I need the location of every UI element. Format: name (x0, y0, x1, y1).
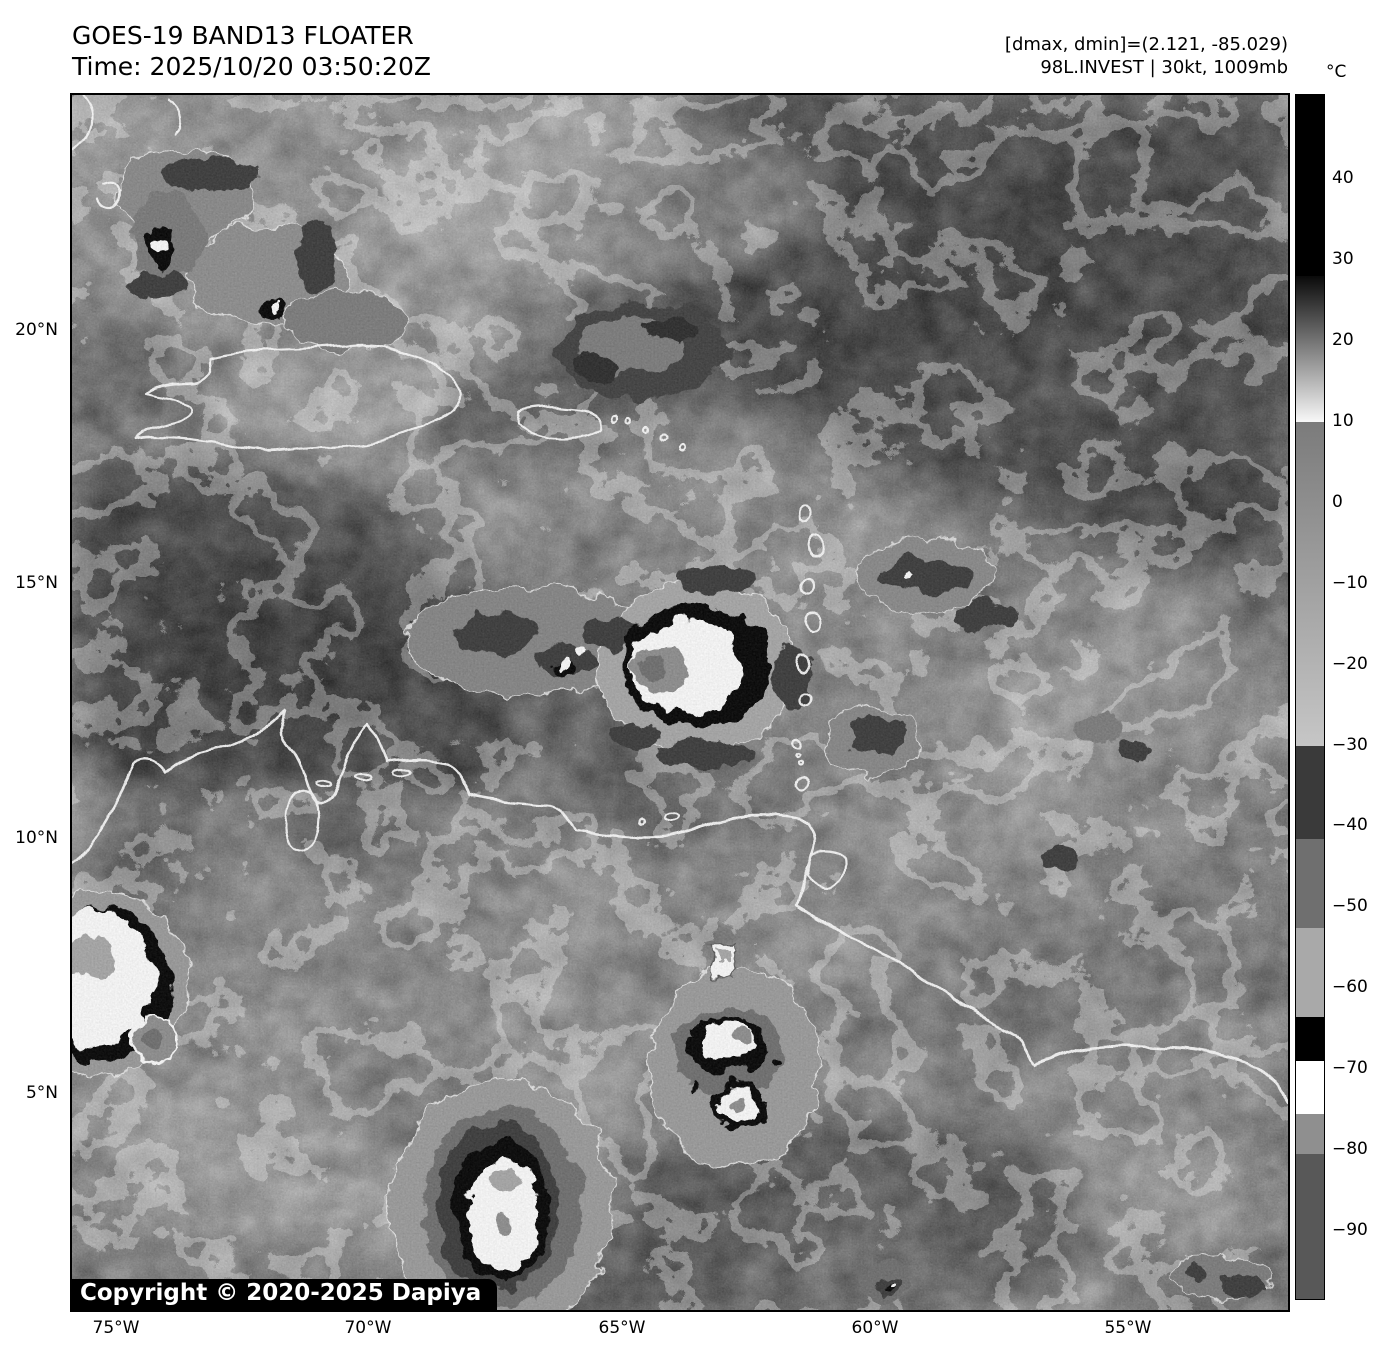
title-block (72, 20, 431, 82)
latitude-axis (0, 95, 64, 1310)
colorbar-tick-label: −50 (1332, 896, 1368, 917)
lat-tick-label: 10°N (15, 827, 58, 848)
colorbar-tick-label: 40 (1332, 168, 1354, 189)
lat-tick-label: 5°N (25, 1083, 58, 1103)
range-info: [dmax, dmin]=(2.121, -85.029) (1004, 34, 1288, 55)
colorbar-tick-label: −40 (1332, 815, 1368, 836)
product-time: Time: 2025/10/20 03:50:20Z (72, 52, 431, 81)
colorbar-tick-label: −80 (1332, 1139, 1368, 1160)
lon-tick-label: 75°W (92, 1318, 140, 1338)
colorbar-tick-label: −90 (1332, 1220, 1368, 1241)
colorbar-tick-label: −10 (1332, 572, 1368, 593)
map-frame (70, 93, 1290, 1312)
colorbar-segment (1296, 928, 1324, 1017)
colorbar-segment (1296, 422, 1324, 746)
colorbar-tick-label: 10 (1332, 410, 1354, 431)
longitude-axis (72, 1317, 1288, 1347)
colorbar-segment (1296, 839, 1324, 928)
colorbar-segment (1296, 1017, 1324, 1062)
colorbar-tick-label: −30 (1332, 734, 1368, 755)
colorbar-ticks (1332, 94, 1390, 1298)
colorbar-tick-label: 30 (1332, 249, 1354, 270)
copyright-badge: Copyright © 2020-2025 Dapiya (72, 1279, 497, 1310)
satellite-image (72, 95, 1288, 1310)
colorbar (1295, 94, 1325, 1300)
lon-tick-label: 60°W (851, 1318, 899, 1338)
colorbar-segment (1296, 1154, 1324, 1299)
lon-tick-label: 65°W (598, 1318, 646, 1338)
colorbar-unit-label: °C (1326, 62, 1347, 82)
colorbar-tick-label: 0 (1332, 491, 1343, 512)
info-block (1005, 33, 1288, 79)
grain-layer (72, 95, 1288, 1310)
colorbar-segment (1296, 1114, 1324, 1154)
colorbar-tick-label: −60 (1332, 977, 1368, 998)
colorbar-segment (1296, 276, 1324, 422)
lat-tick-label: 15°N (15, 572, 58, 593)
colorbar-segment (1296, 95, 1324, 276)
colorbar-segment (1296, 1061, 1324, 1114)
lat-tick-label: 20°N (15, 319, 58, 340)
colorbar-tick-label: 20 (1332, 329, 1354, 350)
colorbar-tick-label: −20 (1332, 653, 1368, 674)
storm-info: 98L.INVEST | 30kt, 1009mb (1040, 57, 1288, 78)
colorbar-tick-label: −70 (1332, 1058, 1368, 1079)
lon-tick-label: 70°W (344, 1318, 392, 1338)
product-title: GOES-19 BAND13 FLOATER (72, 21, 414, 50)
colorbar-segment (1296, 746, 1324, 839)
lon-tick-label: 55°W (1104, 1318, 1152, 1338)
